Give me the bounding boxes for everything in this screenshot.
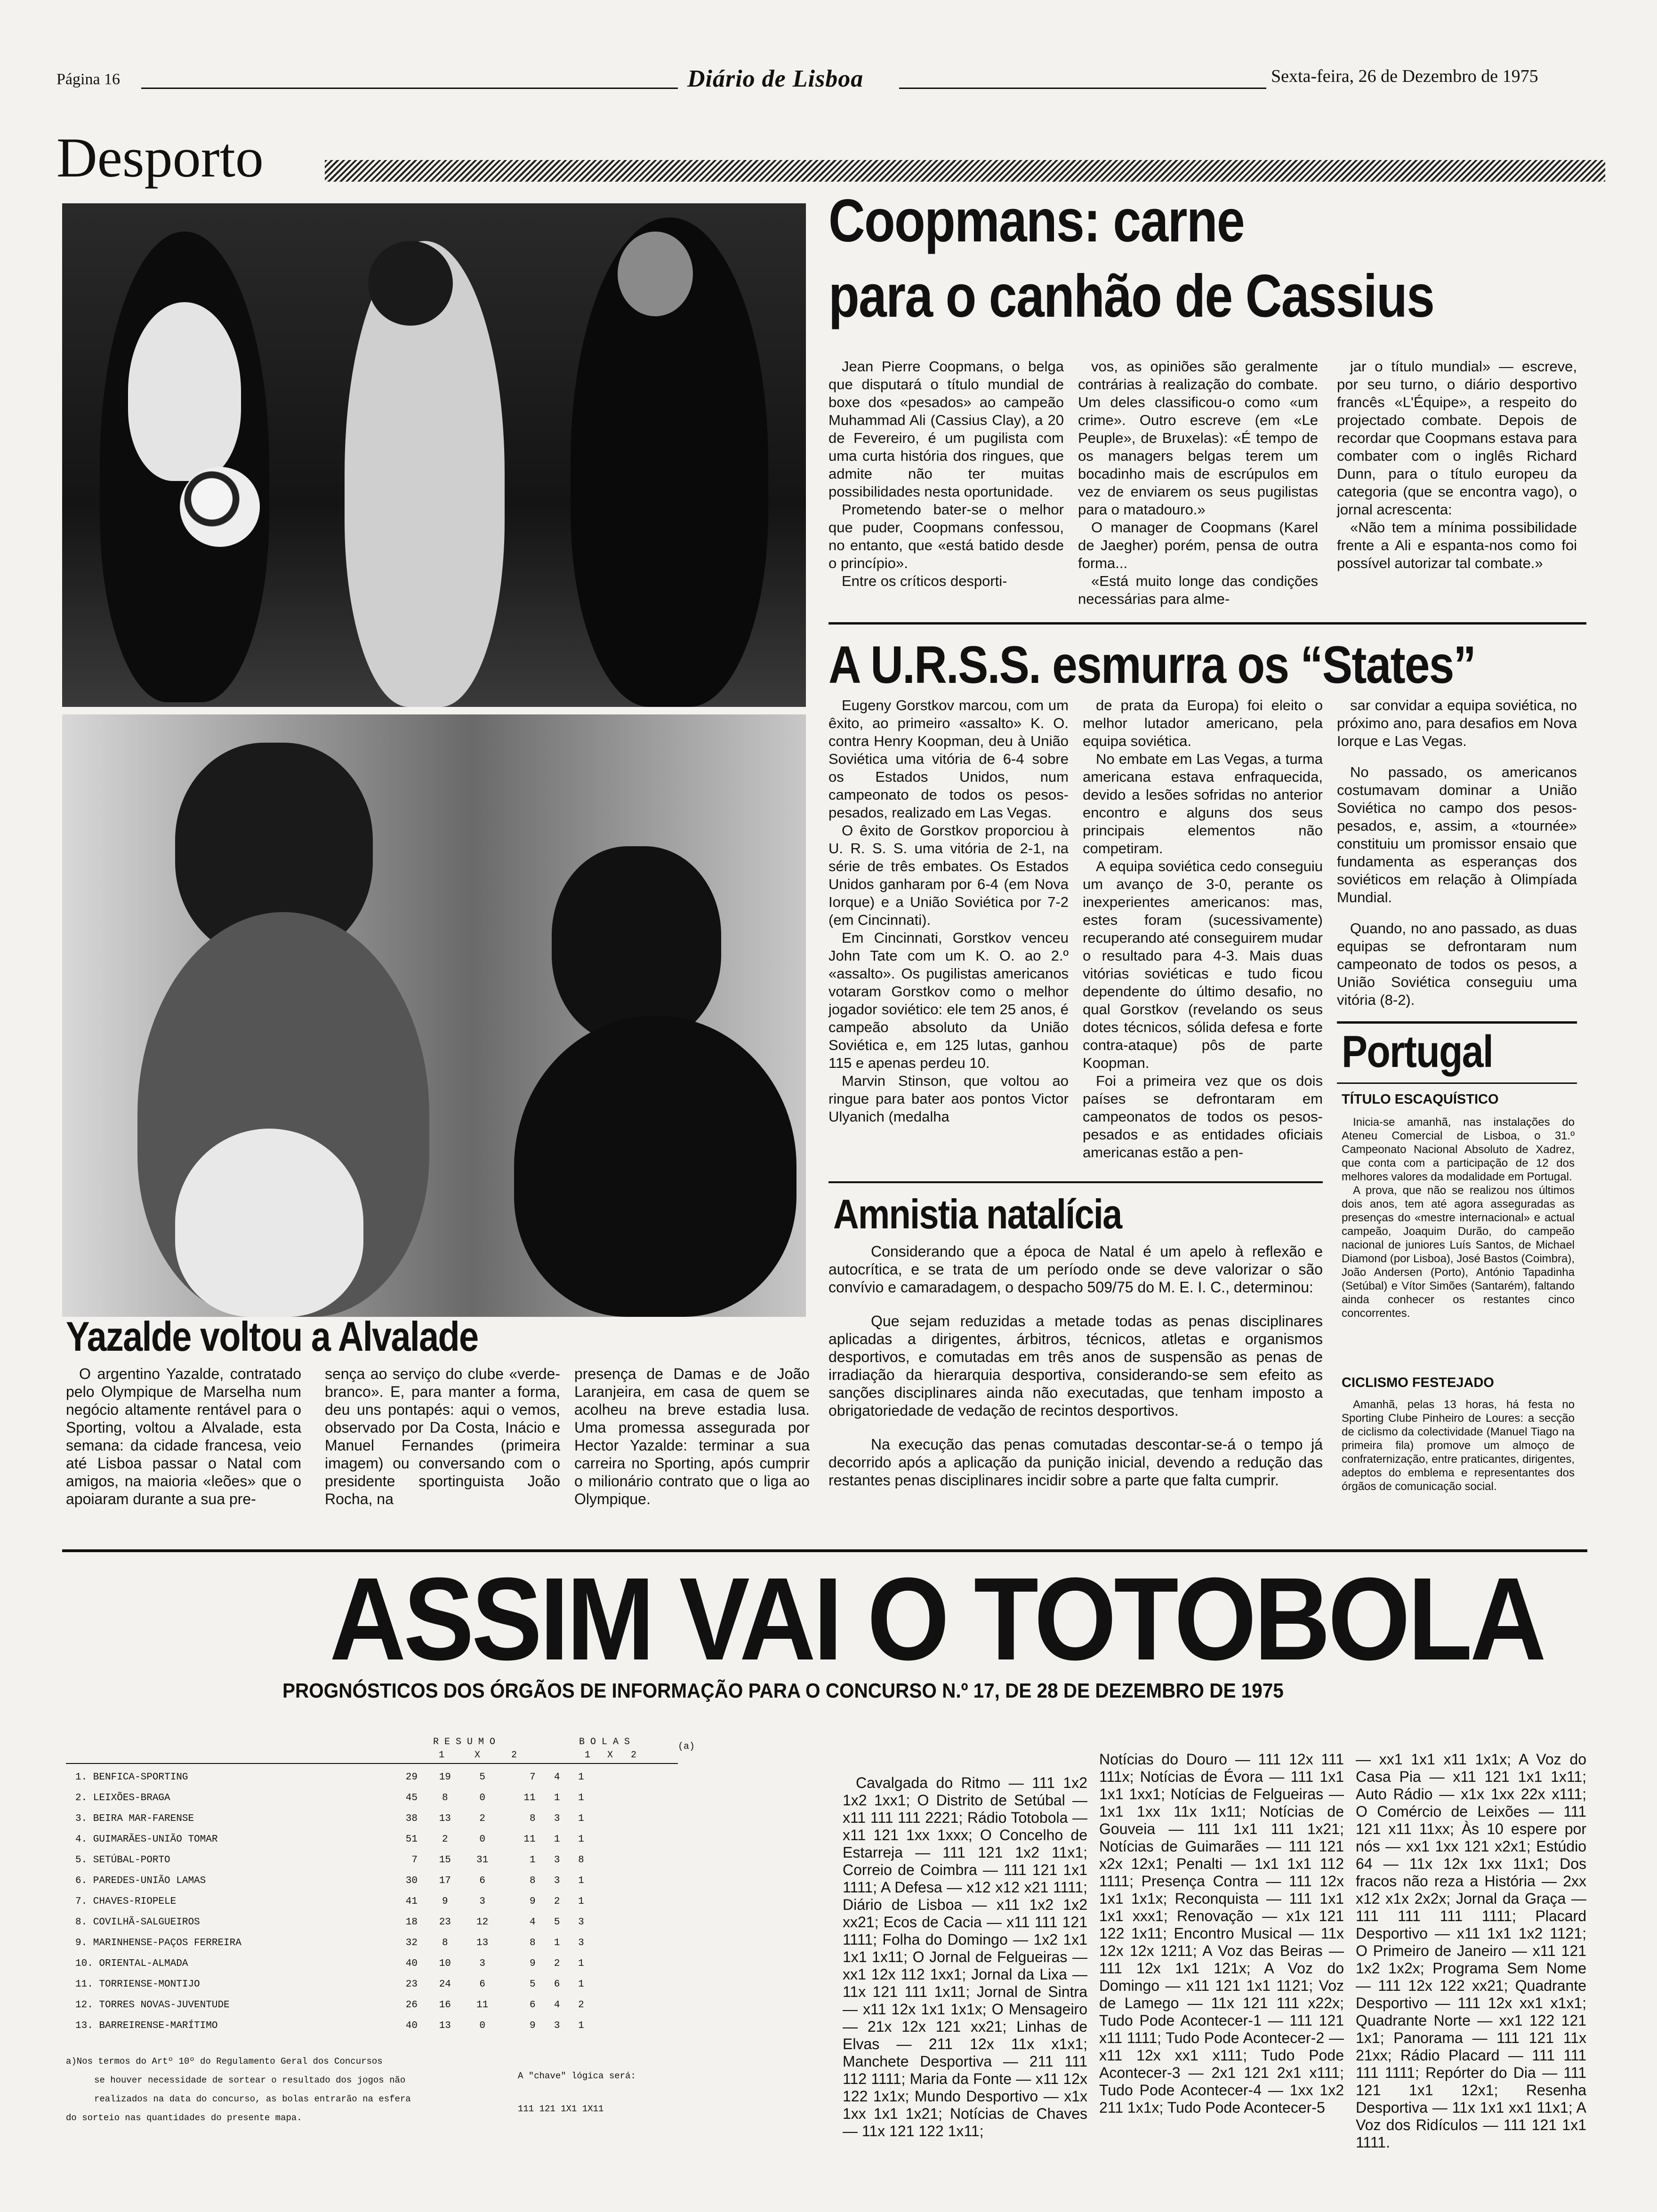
- bolas-1: 8: [530, 1813, 536, 1824]
- bolas-1: 4: [530, 1916, 536, 1928]
- yazalde-column-3: presença de Damas e de João Laranjeira, em casa de quem se acolheu na breve estadia lusa. Uma promessa assegurada por Hector Yazalde: terminar a sua carreira no Sporting, após cumprir o milionário contrato que o liga ao Olympique.: [574, 1365, 810, 1507]
- resumo-1: 38: [405, 1813, 418, 1824]
- article-paragraph: Inicia-se amanhã, nas instalações do Ateneu Comercial de Lisboa, o 31.º Campeonato Nacional Absoluto de Xadrez, que conta com a participação de 12 dos melhores valores da modalidade em Portugal.: [1342, 1116, 1575, 1183]
- portugal-header: Portugal: [1342, 1026, 1493, 1077]
- resumo-2: 2: [479, 1813, 485, 1824]
- footnote-line: realizados na data do concurso, as bolas entrarão na esfera: [94, 2094, 411, 2104]
- article-paragraph: No passado, os americanos costumavam dominar a União Soviética no campo dos pesos-pesados, e, assim, a «tournée» constituiu um promissor ensaio que fundamenta as esperanças dos soviéticos em relação à Olimpíada Mundial.: [1337, 764, 1577, 906]
- portugal-rule-top: [1337, 1021, 1577, 1024]
- game-name: 6. PAREDES-UNIÃO LAMAS: [75, 1875, 206, 1886]
- resumo-x: 13: [439, 1813, 451, 1824]
- bolas-2: 1: [578, 1813, 584, 1824]
- game-name: 10. ORIENTAL-ALMADA: [75, 1958, 188, 1969]
- portugal-rule-bottom: [1337, 1082, 1577, 1084]
- prognostics-column-2: Notícias do Douro — 111 12x 111 111x; Notícias de Évora — 111 1x1 1x1 1xx1; Notícias de Felgueiras — 1x1 1xx 11x 1x11; Notícias de Gouveia — 111 1x1 111 1x21; Notícias de Guimarães — 111 121 x2x 12x1; Penalti — 1x1 1x1 112 1111; Presença Contra — 111 12x 1x1 1x1x; Reconquista — 111 1x1 1x1 xxx1; Renovação — x1x 121 122 1x11; Encontro Musical — 11x 12x 12x 1211; A Voz das Beiras — 111 12x 1x1 121x; A Voz do Domingo — x11 121 1x1 1121; Voz de Lamego — 11x 121 111 x22x; Tudo Pode Acontecer-1 — 111 121 x11 1111; Tudo Pode Acontecer-2 — x11 12x xx1 x111; Tudo Pode Acontecer-3 — 2x1 121 2x1 x111; Tudo Pode Acontecer-4 — 1xx 1x2 211 1x1x; Tudo Pode Acontecer-5: [1099, 1751, 1344, 2116]
- resumo-x: 24: [439, 1979, 451, 1990]
- resumo-1: 45: [405, 1792, 418, 1803]
- coopmans-column-1: [828, 358, 1064, 590]
- bolas-1: 9: [530, 2020, 536, 2031]
- chave-label: A "chave" lógica será:: [518, 2071, 636, 2081]
- resumo-2: 6: [479, 1979, 485, 1990]
- bolas-2: 2: [578, 1999, 584, 2011]
- bolas-x: 1: [554, 1937, 560, 1948]
- resumo-2: 0: [479, 2020, 485, 2031]
- resumo-1: 40: [405, 2020, 418, 2031]
- bolas-1: 7: [530, 1771, 536, 1783]
- game-name: 4. GUIMARÃES-UNIÃO TOMAR: [75, 1834, 218, 1845]
- game-name: 8. COVILHÃ-SALGUEIROS: [75, 1916, 200, 1928]
- article-paragraph: Marvin Stinson, que voltou ao ringue para bater aos pontos Victor Ulyanich (medalha: [828, 1073, 1069, 1125]
- table-rule: [66, 1763, 678, 1764]
- table-row: [75, 1995, 593, 2015]
- article-paragraph: No embate em Las Vegas, a turma americana estava enfraquecida, devido a lesões sofridas no anterior encontro e alguns dos seus principais elementos não competiram.: [1083, 751, 1323, 857]
- photo-figure: [514, 1016, 796, 1317]
- bolas-x: 4: [554, 1999, 560, 2011]
- resumo-x: 16: [439, 1999, 451, 2011]
- bolas-2: 1: [578, 1875, 584, 1886]
- bolas-2: 1: [578, 1792, 584, 1803]
- bolas-x: 3: [554, 2020, 560, 2031]
- photo-yazalde-training: [62, 203, 806, 707]
- section-hatch-bar: [325, 160, 1605, 182]
- bolas-x: 4: [554, 1771, 560, 1783]
- amnistia-body: [828, 1242, 1323, 1489]
- col-header-x: X: [607, 1750, 613, 1761]
- publication-date: Sexta-feira, 26 de Dezembro de 1975: [1271, 66, 1538, 86]
- table-row: [75, 1787, 593, 1808]
- footnote-line: a)Nos termos do Artº 10º do Regulamento Geral dos Concursos: [66, 2056, 383, 2067]
- football-icon: [180, 467, 260, 547]
- col-header-x: X: [475, 1750, 481, 1761]
- article-paragraph: sar convidar a equipa soviética, no próximo ano, para desafios em Nova Iorque e Las Vegas.: [1337, 697, 1577, 749]
- footnote-line: se houver necessidade de sortear o resultado dos jogos não: [94, 2075, 406, 2085]
- prognostics-column-1: Cavalgada do Ritmo — 111 1x2 1x2 1xx1; O Distrito de Setúbal — x11 111 111 2221; Rádio Totobola — x11 121 1xx 1xxx; O Concelho de Estarreja — 111 121 1x2 11x1; Correio de Coimbra — 111 121 1x1 1111; A Defesa — x12 x12 x21 1111; Diário de Lisboa — x11 1x2 1x2 xx21; Ecos de Cacia — x11 111 121 1111; Folha do Domingo — 1x2 1x1 1x1 1x11; O Jornal de Felgueiras — xx1 12x 112 1xx1; Jornal da Lixa — 11x 121 111 1x11; Jornal de Sintra — x11 12x 1x1 1x1x; O Mensageiro — 21x 12x 121 xx21; Linhas de Elvas — 211 12x 11x x1x1; Manchete Desportiva — 211 111 112 1111; Maria da Fonte — x11 12x 122 1x1x; Mundo Desportivo — x1x 1xx 1x1 1x21; Notícias de Chaves — 11x 121 122 1x11;: [843, 1774, 1087, 2140]
- resumo-x: 19: [439, 1771, 451, 1783]
- game-name: 12. TORRES NOVAS-JUVENTUDE: [75, 1999, 230, 2011]
- article-paragraph: O manager de Coopmans (Karel de Jaegher) porém, pensa de outra forma...: [1078, 519, 1318, 571]
- coopmans-headline-line2: para o canhão de Cassius: [828, 263, 1434, 330]
- bolas-x: 3: [554, 1813, 560, 1824]
- resumo-2: 31: [476, 1854, 489, 1866]
- bolas-2: 3: [578, 1937, 584, 1948]
- table-row: [75, 1974, 593, 1995]
- bolas-2: 1: [578, 1896, 584, 1907]
- table-row: [75, 1850, 593, 1870]
- resumo-1: 18: [405, 1916, 418, 1928]
- totobola-subtitle: PROGNÓSTICOS DOS ÓRGÃOS DE INFORMAÇÃO PARA O CONCURSO N.º 17, DE 28 DE DEZEMBRO DE 1975: [282, 1679, 1284, 1702]
- portugal-subhead-chess: TÍTULO ESCAQUÍSTICO: [1342, 1092, 1499, 1107]
- footnote-line: do sorteio nas quantidades do presente mapa.: [66, 2113, 302, 2123]
- coopmans-column-2: [1078, 358, 1318, 608]
- bolas-2: 1: [578, 2020, 584, 2031]
- bolas-x: 6: [554, 1979, 560, 1990]
- article-paragraph: Eugeny Gorstkov marcou, com um êxito, ao primeiro «assalto» K. O. contra Henry Koopman, deu à União Soviética uma vitória de 6-4 sobre os Estados Unidos, num campeonato de todos os pesos-pesados, realizado em Las Vegas.: [828, 697, 1069, 821]
- bolas-x: 5: [554, 1916, 560, 1928]
- bolas-header: B O L A S: [579, 1737, 630, 1747]
- bolas-1: 9: [530, 1896, 536, 1907]
- bolas-1: 6: [530, 1999, 536, 2011]
- game-name: 13. BARREIRENSE-MARÍTIMO: [75, 2020, 218, 2031]
- bolas-1: 8: [530, 1875, 536, 1886]
- bolas-2: 1: [578, 1979, 584, 1990]
- divider: [828, 1181, 1323, 1183]
- resumo-x: 17: [439, 1875, 451, 1886]
- game-name: 3. BEIRA MAR-FARENSE: [75, 1813, 194, 1824]
- resumo-1: 26: [405, 1999, 418, 2011]
- divider: [828, 622, 1586, 625]
- photo-figure: [552, 846, 721, 1044]
- photo-figure: [618, 232, 693, 316]
- bolas-1: 11: [523, 1834, 536, 1845]
- urss-column-1: [828, 697, 1069, 1126]
- bolas-2: 8: [578, 1854, 584, 1866]
- article-paragraph: Em Cincinnati, Gorstkov venceu John Tate com um K. O. ao 2.º «assalto». Os pugilistas americanos votaram Gorstkov como o melhor jogador soviético: ele tem 25 anos, é campeão absoluto da União Soviética e, em 125 lutas, ganhou 115 e apenas perdeu 10.: [828, 930, 1069, 1071]
- resumo-1: 40: [405, 1958, 418, 1969]
- resumo-2: 12: [476, 1916, 489, 1928]
- portugal-chess-text: [1342, 1115, 1575, 1320]
- bolas-1: 5: [530, 1979, 536, 1990]
- chave-value: 111 121 1X1 1X11: [518, 2104, 604, 2114]
- game-name: 11. TORRIENSE-MONTIJO: [75, 1979, 200, 1990]
- table-row: [75, 1767, 593, 1787]
- divider: [62, 1549, 1587, 1552]
- resumo-x: 2: [442, 1834, 448, 1845]
- masthead-rule-mid: [899, 88, 1266, 89]
- photo-figure: [128, 302, 241, 481]
- page-number: Página 16: [56, 71, 121, 88]
- game-name: 9. MARINHENSE-PAÇOS FERREIRA: [75, 1937, 241, 1948]
- urss-headline: A U.R.S.S. esmurra os “States”: [828, 635, 1476, 694]
- amnistia-headline: Amnistia natalícia: [833, 1191, 1122, 1237]
- totobola-footnote: [66, 2052, 584, 2127]
- article-paragraph: de prata da Europa) foi eleito o melhor lutador americano, pela equipa soviética.: [1083, 697, 1323, 749]
- masthead-rule-left: [141, 88, 678, 89]
- prognostics-column-3: — xx1 1x1 x11 1x1x; A Voz do Casa Pia — x11 121 1x1 1x11; Auto Rádio — x1x 1xx 22x x111; O Comércio de Leixões — 111 121 x11 11xx; Às 10 espere por nós — xx1 1xx 121 x2x1; Estúdio 64 — 11x 12x 1xx 11x1; Dos fracos não reza a História — 2xx x12 x1x 2x2x; Jornal da Graça — 111 111 111 1111; Placard Desportivo — x11 1x1 1x2 1121; O Primeiro de Janeiro — x11 121 1x2 1x2x; Programa Sem Nome — 111 12x 122 xx21; Quadrante Desportivo — 111 12x xx1 x1x1; Quadrante Norte — xx1 122 121 1x1; Panorama — 111 121 11x 21xx; Rádio Placard — 111 111 111 1111; Repórter do Dia — 111 121 1x1 12x1; Resenha Desportiva — 11x 1x1 xx1 11x1; A Voz dos Ridículos — 111 121 1x1 1111.: [1356, 1751, 1586, 2151]
- game-name: 5. SETÚBAL-PORTO: [75, 1854, 170, 1866]
- resumo-2: 13: [476, 1937, 489, 1948]
- table-row: [75, 1953, 593, 1974]
- col-header-1: 1: [585, 1750, 591, 1761]
- article-paragraph: A prova, que não se realizou nos últimos dois anos, tem até agora asseguradas as presenças do «mestre internacional» e actual campeão, Joaquim Durão, do campeão nacional de juniores Luís Santos, de Michael Diamond (por Lisboa), José Bastos (Coimbra), João Andersen (Porto), António Tapadinha (Setúbal) e Vítor Simões (Santarém), faltando ainda conhecer os restantes cinco concorrentes.: [1342, 1184, 1575, 1320]
- article-paragraph: Quando, no ano passado, as duas equipas se defrontaram num campeonato de todos os pesos, a União Soviética conseguiu uma vitória (8-2).: [1337, 920, 1577, 1008]
- resumo-1: 29: [405, 1771, 418, 1783]
- bolas-x: 1: [554, 1792, 560, 1803]
- resumo-x: 15: [439, 1854, 451, 1866]
- table-row: [75, 2015, 593, 2036]
- bolas-x: 3: [554, 1875, 560, 1886]
- resumo-1: 51: [405, 1834, 418, 1845]
- resumo-1: 7: [411, 1854, 418, 1866]
- newspaper-name: Diário de Lisboa: [687, 65, 864, 92]
- article-paragraph: Amanhã, pelas 13 horas, há festa no Sporting Clube Pinheiro de Loures: a secção de ciclismo da colectividade (Manuel Tiago na primeira fila) promove um almoço de confraternização, entre praticantes, dirigentes, adeptos do emblema e representantes dos órgãos de comunicação social.: [1342, 1398, 1575, 1493]
- photo-yazalde-conversation: [62, 714, 806, 1317]
- yazalde-headline: Yazalde voltou a Alvalade: [66, 1313, 478, 1360]
- table-row: [75, 1829, 593, 1850]
- article-paragraph: «Está muito longe das condições necessárias para alme-: [1078, 573, 1318, 607]
- bolas-2: 1: [578, 1958, 584, 1969]
- article-paragraph: «Não tem a mínima possibilidade frente a Ali e espanta-nos como foi possível autorizar tal combate.»: [1337, 519, 1577, 571]
- bolas-x: 2: [554, 1958, 560, 1969]
- yazalde-column-2: sença ao serviço do clube «verde-branco». E, para manter a forma, deu uns pontapés: aqui o vemos, observado por Da Costa, Inácio e Manuel Fernandes (primeira imagem) ou conversando com o presidente sportinguista João Rocha, na: [325, 1365, 560, 1507]
- game-name: 2. LEIXÕES-BRAGA: [75, 1792, 170, 1803]
- totobola-title: ASSIM VAI O TOTOBOLA: [330, 1553, 1544, 1684]
- article-paragraph: Na execução das penas comutadas descontar-se-á o tempo já decorrido após a aplicação da punição inicial, devendo a redução das restantes penas disciplinares incidir sobre a parte que falta cumprir.: [828, 1436, 1323, 1489]
- article-paragraph: Jean Pierre Coopmans, o belga que disputará o título mundial de boxe dos «pesados» ao campeão Muhammad Ali (Cassius Clay), a 20 de Fevereiro, é um pugilista com uma curta história dos ringues, que admite não ter muitas possibilidades nesta oportunidade.: [828, 358, 1064, 500]
- article-paragraph: vos, as opiniões são geralmente contrárias à realização do combate. Um deles classificou-o como «um crime». Outro escreve (em «Le Peuple», de Bruxelas): «É tempo de os managers belgas terem um bocadinho mais de escrúpulos em vez de enviarem os seus pugilistas para o matadouro.»: [1078, 358, 1318, 518]
- resumo-x: 10: [439, 1958, 451, 1969]
- resumo-2: 5: [479, 1771, 485, 1783]
- coopmans-headline-line1: Coopmans: carne: [828, 187, 1244, 255]
- photo-figure: [175, 1129, 363, 1317]
- article-paragraph: jar o título mundial» — escreve, por seu turno, o diário desportivo francês «L'Équipe», a respeito do projectado combate. Depois de recordar que Coopmans estava para combater com o inglês Richard Dunn, para o título europeu da categoria (que se encontra vago), o jornal acrescenta:: [1337, 358, 1577, 518]
- photo-figure: [368, 241, 453, 326]
- resumo-x: 8: [442, 1937, 448, 1948]
- portugal-subhead-cycling: CICLISMO FESTEJADO: [1342, 1375, 1494, 1390]
- resumo-2: 0: [479, 1792, 485, 1803]
- bolas-x: 2: [554, 1896, 560, 1907]
- resumo-2: 11: [476, 1999, 489, 2011]
- urss-column-3: [1337, 697, 1577, 1009]
- table-row: [75, 1808, 593, 1829]
- urss-column-2: [1083, 697, 1323, 1162]
- bolas-2: 1: [578, 1771, 584, 1783]
- col-header-2: 2: [631, 1750, 637, 1761]
- article-paragraph: Considerando que a época de Natal é um apelo à reflexão e autocrítica, e se trata de um período onde se deve valorizar o são convívio e camaradagem, o despacho 509/75 do M. E. I. C., determinou:: [828, 1243, 1323, 1296]
- article-paragraph: A equipa soviética cedo conseguiu um avanço de 3-0, perante os inexperientes americanos: mas, estes foram (sucessivamente) recuperando até conseguirem mudar o resultado para 4-3. Mais duas vitórias soviéticas e tudo ficou dependente do último desafio, no qual Gorstkov (revelando os seus dotes técnicos, sólida defesa e forte contra-ataque) pôs de parte Koopman.: [1083, 858, 1323, 1071]
- resumo-2: 3: [479, 1958, 485, 1969]
- game-name: 1. BENFICA-SPORTING: [75, 1771, 188, 1783]
- resumo-2: 0: [479, 1834, 485, 1845]
- table-row: [75, 1912, 593, 1932]
- bolas-1: 9: [530, 1958, 536, 1969]
- note-a-marker: (a): [678, 1741, 695, 1752]
- table-row: [75, 1870, 593, 1891]
- resumo-header: R E S U M O: [433, 1737, 496, 1747]
- resumo-x: 8: [442, 1792, 448, 1803]
- resumo-1: 23: [405, 1979, 418, 1990]
- portugal-cycling-text: [1342, 1398, 1575, 1493]
- resumo-x: 9: [442, 1896, 448, 1907]
- article-paragraph: Foi a primeira vez que os dois países se defrontaram em campeonatos de todos os pesos-pesados e as entidades oficiais americanas estão a pen-: [1083, 1073, 1323, 1161]
- bolas-2: 3: [578, 1916, 584, 1928]
- article-paragraph: Que sejam reduzidas a metade todas as penas disciplinares aplicadas a dirigentes, árbitros, técnicos, atletas e organismos desportivos, e comutadas em três anos de suspensão as penas de irradiação da hierarquia desportiva, considerando-se sem efeito as sanções disciplinares ainda não executadas, que tenham imposto a obrigatoriedade de vedação de recintos desportivos.: [828, 1313, 1323, 1419]
- section-title: Desporto: [56, 126, 264, 189]
- resumo-2: 3: [479, 1896, 485, 1907]
- coopmans-column-3: [1337, 358, 1577, 572]
- table-row: [75, 1891, 593, 1912]
- resumo-1: 30: [405, 1875, 418, 1886]
- article-paragraph: Prometendo bater-se o melhor que puder, Coopmans confessou, no entanto, que «está batido desde o princípio».: [828, 501, 1064, 571]
- yazalde-column-1: O argentino Yazalde, contratado pelo Olympique de Marselha num negócio altamente rentável para o Sporting, voltou a Alvalade, esta semana: da cidade francesa, veio até Lisboa passar o Natal com amigos, na maioria «leões» que o apoiaram durante a sua pre-: [66, 1365, 301, 1507]
- game-name: 7. CHAVES-RIOPELE: [75, 1896, 177, 1907]
- resumo-2: 6: [479, 1875, 485, 1886]
- col-header-1: 1: [439, 1750, 445, 1761]
- bolas-2: 1: [578, 1834, 584, 1845]
- bolas-1: 11: [523, 1792, 536, 1803]
- article-paragraph: Entre os críticos desporti-: [842, 573, 1007, 589]
- bolas-1: 8: [530, 1937, 536, 1948]
- resumo-x: 13: [439, 2020, 451, 2031]
- resumo-1: 41: [405, 1896, 418, 1907]
- bolas-x: 1: [554, 1834, 560, 1845]
- totobola-table: [75, 1767, 593, 2036]
- bolas-x: 3: [554, 1854, 560, 1866]
- article-paragraph: O êxito de Gorstkov proporciou à U. R. S. S. uma vitória de 2-1, na série de três embates. Os Estados Unidos ganharam por 6-4 (em Nova Iorque) e a União Soviética por 7-2 (em Cincinnati).: [828, 822, 1069, 928]
- resumo-1: 32: [405, 1937, 418, 1948]
- bolas-1: 1: [530, 1854, 536, 1866]
- table-row: [75, 1932, 593, 1953]
- resumo-x: 23: [439, 1916, 451, 1928]
- col-header-2: 2: [511, 1750, 517, 1761]
